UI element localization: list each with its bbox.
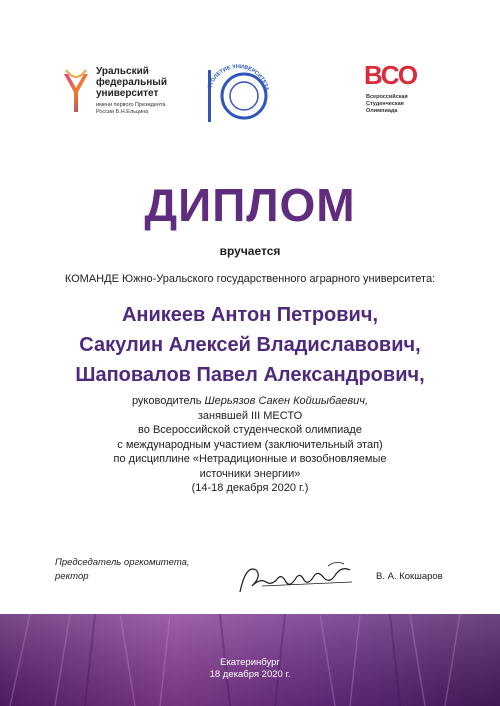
footer-city: Екатеринбург <box>220 657 280 668</box>
stage-line: с международным участием (заключительный этап) <box>117 438 383 451</box>
supervisor-prefix: руководитель <box>131 395 205 407</box>
diploma-title: ДИПЛОМ <box>144 179 356 231</box>
supervisor-line <box>0 394 500 409</box>
urfu-logo-icon <box>62 68 90 116</box>
urfu-name: Уральский федеральный университет <box>96 66 167 99</box>
footer-date: 18 декабря 2020 г. <box>209 669 291 680</box>
discipline-line-2: источники энергии» <box>199 467 301 480</box>
place-line: занявшей III МЕСТО <box>197 409 303 422</box>
svg-text:СТОЛЕТИЕ УНИВЕРСИТЕТА <box>207 64 270 92</box>
urfu-logo <box>62 64 192 120</box>
vso-subtitle: Всероссийская Студенческая Олимпиада <box>366 94 408 114</box>
footer <box>0 657 500 681</box>
centenary-text: СТОЛЕТИЕ УНИВЕРСИТЕТА <box>207 63 270 92</box>
signatory-name: В. А. Кокшаров <box>376 571 443 582</box>
signature-image <box>232 556 362 600</box>
dates-line: (14-18 декабря 2020 г.) <box>191 482 309 494</box>
awarded-label: вручается <box>219 244 281 258</box>
vso-logo-icon: ВСО <box>364 60 418 90</box>
award-details <box>0 394 500 496</box>
discipline-line-1: по дисциплине «Нетрадиционные и возобновляемые <box>113 453 387 465</box>
team-line: КОМАНДЕ Южно-Уральского государственного аграрного университета: <box>64 273 436 285</box>
supervisor-name: Шерьязов Сакен Койшыбаевич, <box>204 395 369 407</box>
olympiad-line: во Всероссийской студенческой олимпиаде <box>138 424 362 436</box>
urfu-subtitle: имени первого Президента России Б.Н.Ельцина <box>96 102 166 115</box>
signatory-title: Председатель оргкомитета, ректор <box>55 557 190 582</box>
centenary-logo-icon <box>198 56 278 136</box>
member-name: Аникеев Антон Петрович, <box>121 304 379 326</box>
team-members <box>0 300 500 390</box>
member-name: Шаповалов Павел Александрович, <box>75 364 425 386</box>
vso-logo <box>362 60 442 120</box>
member-name: Сакулин Алексей Владиславович, <box>79 334 421 356</box>
